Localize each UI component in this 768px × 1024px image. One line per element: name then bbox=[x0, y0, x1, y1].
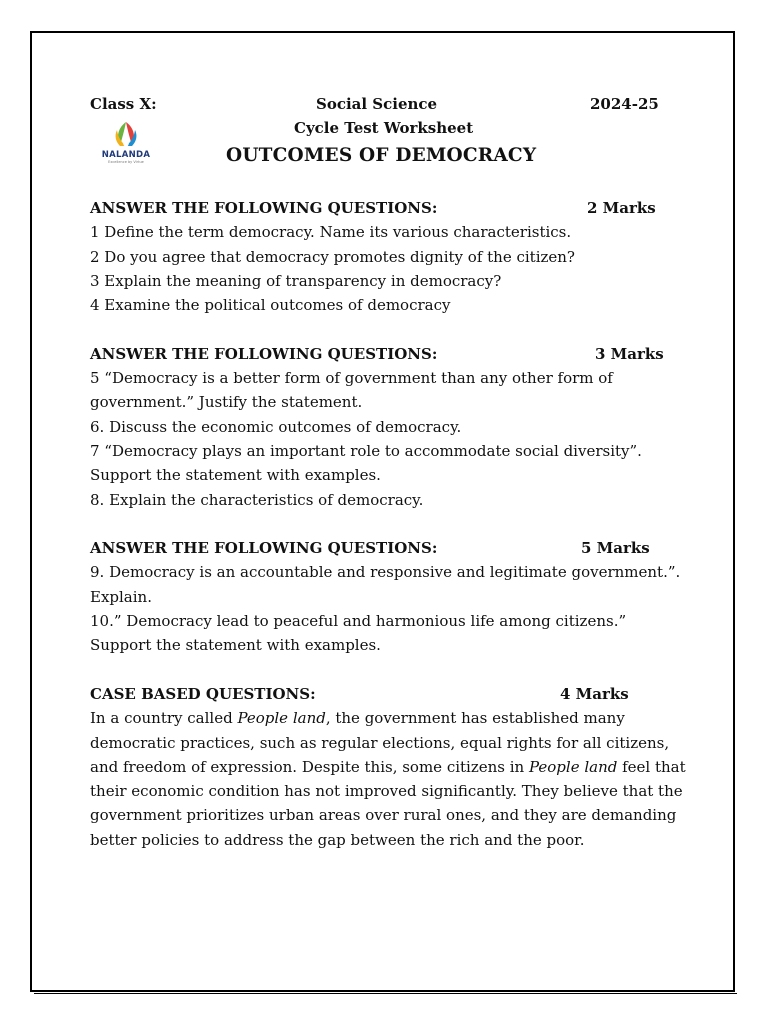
nalanda-logo bbox=[96, 120, 156, 168]
case-line: their economic condition has not improved significantly. They believe that the bbox=[90, 782, 683, 801]
question-line: 10.” Democracy lead to peaceful and harmonious life among citizens.” bbox=[90, 612, 627, 631]
logo-flame-icon bbox=[96, 120, 156, 150]
question-line: 9. Democracy is an accountable and responsive and legitimate government.”. bbox=[90, 563, 681, 582]
question-line: 3 Explain the meaning of transparency in democracy? bbox=[90, 271, 502, 290]
section-marks: 5 Marks bbox=[581, 539, 650, 558]
case-line: democratic practices, such as regular elections, equal rights for all citizens, bbox=[90, 733, 670, 752]
logo-tagline: Excellence by Virtue bbox=[108, 160, 144, 164]
worksheet-name: Cycle Test Worksheet bbox=[294, 119, 474, 137]
section-heading bbox=[90, 196, 690, 220]
section-title: ANSWER THE FOLLOWING QUESTIONS: bbox=[90, 199, 438, 217]
page-title: OUTCOMES OF DEMOCRACY bbox=[226, 145, 537, 166]
section-marks: 4 Marks bbox=[560, 684, 629, 703]
section-title: ANSWER THE FOLLOWING QUESTIONS: bbox=[90, 539, 438, 558]
question-line: 1 Define the term democracy. Name its various characteristics. bbox=[90, 223, 572, 242]
section-title: CASE BASED QUESTIONS: bbox=[90, 684, 316, 703]
worksheet-content bbox=[90, 196, 690, 852]
academic-year: 2024-25 bbox=[590, 95, 659, 113]
question-line: 8. Explain the characteristics of democracy. bbox=[90, 490, 424, 509]
country-name: People land bbox=[237, 709, 326, 728]
section-title: ANSWER THE FOLLOWING QUESTIONS: bbox=[90, 344, 438, 363]
question-line: Support the statement with examples. bbox=[90, 466, 381, 485]
section-heading bbox=[90, 342, 690, 366]
case-paragraph bbox=[90, 706, 690, 852]
question-line: government.” Justify the statement. bbox=[90, 393, 363, 412]
case-line: better policies to address the gap between the rich and the poor. bbox=[90, 830, 585, 849]
class-label: Class X: bbox=[90, 95, 157, 113]
section-marks: 3 Marks bbox=[595, 344, 664, 363]
case-line: government prioritizes urban areas over rural ones, and they are demanding bbox=[90, 806, 677, 825]
question-line: Explain. bbox=[90, 587, 152, 606]
section-heading bbox=[90, 536, 690, 560]
question-line: 4 Examine the political outcomes of democracy bbox=[90, 296, 451, 315]
question-line: Support the statement with examples. bbox=[90, 636, 381, 655]
subject: Social Science bbox=[316, 95, 438, 113]
question-line: 2 Do you agree that democracy promotes dignity of the citizen? bbox=[90, 247, 575, 266]
section-marks: 2 Marks bbox=[587, 199, 656, 217]
question-line: 6. Discuss the economic outcomes of democracy. bbox=[90, 417, 462, 436]
case-line: and freedom of expression. Despite this, some citizens in People land feel that bbox=[90, 757, 686, 776]
logo-text: NALANDA bbox=[101, 150, 151, 160]
question-line: 5 “Democracy is a better form of government than any other form of bbox=[90, 369, 613, 388]
question-line: 7 “Democracy plays an important role to accommodate social diversity”. bbox=[90, 441, 642, 460]
country-name: People land bbox=[528, 757, 618, 776]
case-line: In a country called People land, the government has established many bbox=[90, 709, 625, 728]
section-heading bbox=[90, 682, 690, 706]
